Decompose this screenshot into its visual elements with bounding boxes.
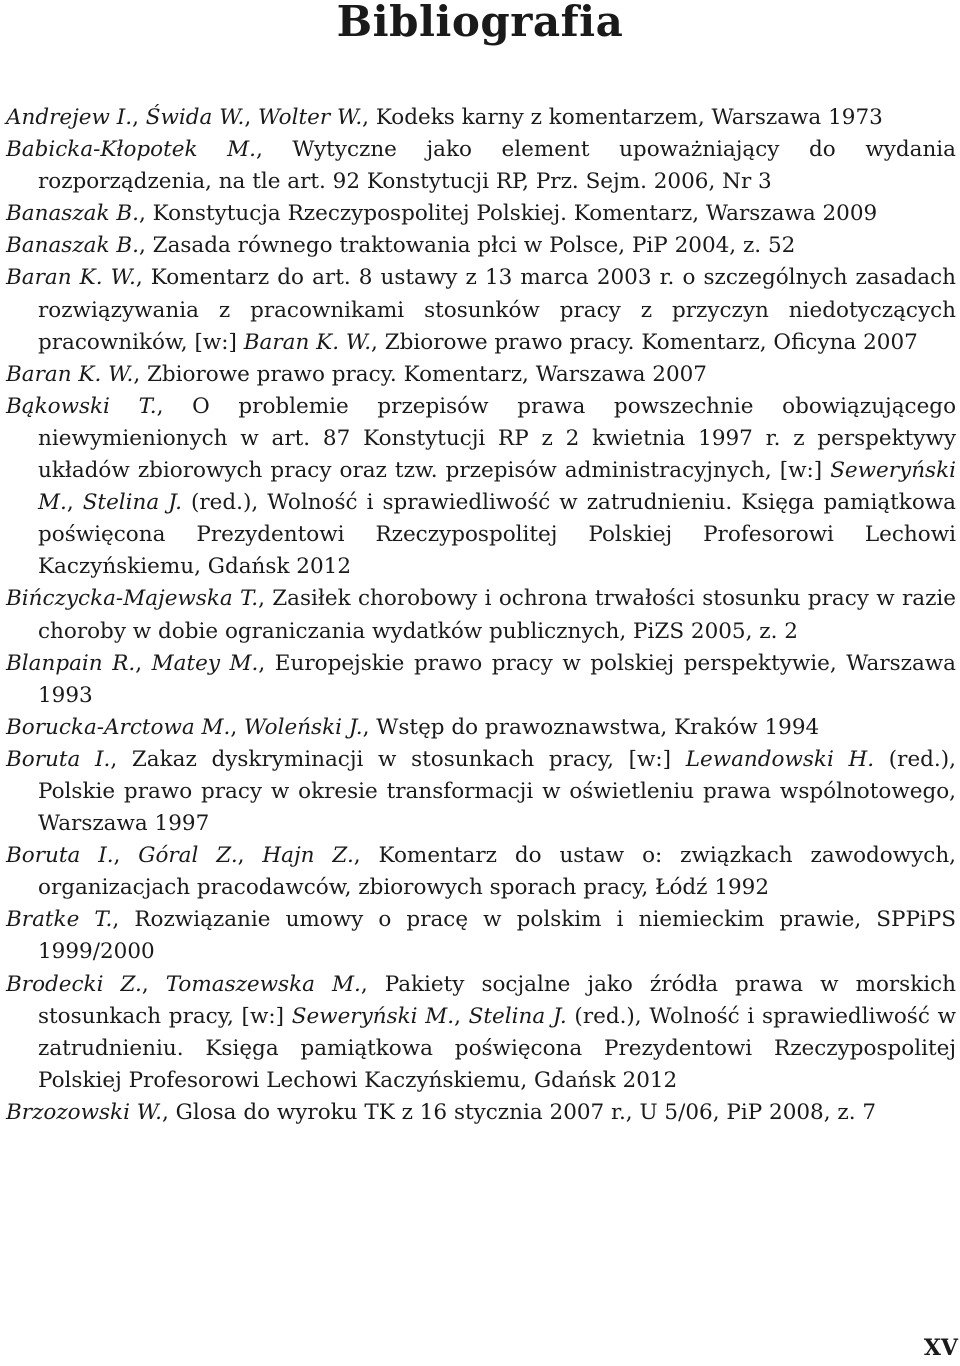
entry-text: , O problemie przepisów prawa powszechnie obowiązującego niewymienionych w art. 87 Konstytucji RP z 2 kwietnia 1997 r. z perspektywy układów zbiorowych pracy oraz tzw. przepisów administracyjnych, [w:] bbox=[38, 393, 957, 484]
author-name: Matey M. bbox=[151, 650, 259, 676]
author-name: Seweryński M. bbox=[38, 458, 956, 516]
entry-text: , Zasada równego traktowania płci w Polsce, PiP 2004, z. 52 bbox=[138, 233, 796, 259]
bibliography-entry bbox=[6, 230, 956, 262]
entry-text: (red.), Wolność i sprawiedliwość w zatrudnieniu. Księga pamiątkowa poświęcona Prezydentowi Rzeczypospolitej Polskiej Profesorowi Lechowi Kaczyńskiemu, Gdańsk 2012 bbox=[38, 490, 956, 580]
entry-text: , Konstytucja Rzeczypospolitej Polskiej. Komentarz, Warszawa 2009 bbox=[138, 201, 878, 227]
bibliography-entry bbox=[6, 648, 956, 712]
bibliography-entry bbox=[6, 102, 956, 134]
author-name: Andrejew I. bbox=[6, 105, 133, 130]
author-name: Boruta I. bbox=[6, 843, 114, 869]
bibliography-entry bbox=[6, 391, 956, 584]
author-name: Boruta I. bbox=[6, 746, 111, 772]
entry-text: , Europejskie prawo pracy w polskiej perspektywie, Warszawa 1993 bbox=[38, 650, 956, 708]
entry-text: , Zakaz dyskryminacji w stosunkach pracy, [w:] bbox=[110, 746, 686, 772]
entry-text: , Zasiłek chorobowy i ochrona trwałości stosunku pracy w razie choroby w dobie ograniczania wydatków publicznych, PiZS 2005, z. 2 bbox=[38, 586, 956, 644]
author-name: Blanpain R. bbox=[6, 650, 136, 676]
author-name: Borucka-Arctowa M. bbox=[6, 714, 231, 740]
author-name: Baran K. W. bbox=[6, 265, 136, 291]
bibliography-entry bbox=[6, 840, 956, 904]
bibliography-list bbox=[6, 102, 956, 1129]
author-name: Wolter W. bbox=[258, 105, 363, 130]
entry-text: , Zbiorowe prawo pracy. Komentarz, Oficyna 2007 bbox=[371, 329, 918, 355]
entry-text: , bbox=[113, 843, 139, 869]
author-name: Brzozowski W. bbox=[6, 1099, 162, 1125]
bibliography-entry bbox=[6, 583, 956, 647]
author-name: Brodecki Z. bbox=[6, 971, 142, 997]
author-name: Stelina J. bbox=[468, 1003, 567, 1029]
entry-text: , bbox=[454, 1003, 469, 1029]
entry-text: (red.), Wolność i sprawiedliwość w zatrudnieniu. Księga pamiątkowa poświęcona Prezydentowi Rzeczypospolitej Polskiej Profesorowi Lechowi Kaczyńskiemu, Gdańsk 2012 bbox=[38, 1003, 956, 1093]
entry-text: , bbox=[66, 490, 83, 516]
bibliography-entry bbox=[6, 134, 956, 198]
author-name: Banaszak B. bbox=[6, 201, 139, 227]
author-name: Banaszak B. bbox=[6, 233, 139, 259]
author-name: Babicka-Kłopotek M. bbox=[6, 137, 256, 163]
author-name: Tomaszewska M. bbox=[165, 971, 361, 997]
author-name: Hajn Z. bbox=[262, 843, 354, 869]
entry-text: (red.), Polskie prawo pracy w okresie transformacji w oświetleniu prawa wspólnotowego, Warszawa 1997 bbox=[38, 746, 956, 837]
entry-text: , Komentarz do art. 8 ustawy z 13 marca 2003 r. o szczególnych zasadach rozwiązywania z pracownikami stosunków pracy z przyczyn niedotyczących pracowników, [w:] bbox=[38, 265, 956, 355]
author-name: Baran K. W. bbox=[243, 329, 372, 355]
author-name: Świda W. bbox=[145, 105, 245, 130]
bibliography-entry bbox=[6, 262, 956, 358]
entry-text: , bbox=[237, 843, 263, 869]
entry-text: , bbox=[230, 714, 245, 740]
entry-text: , Pakiety socjalne jako źródła prawa w morskich stosunkach pracy, [w:] bbox=[38, 971, 957, 1029]
entry-text: , Komentarz do ustaw o: związkach zawodowych, organizacjach pracodawców, zbiorowych sporach pracy, Łódź 1992 bbox=[38, 843, 957, 901]
bibliography-entry bbox=[6, 969, 956, 1097]
entry-text: , Glosa do wyroku TK z 16 stycznia 2007 r., U 5/06, PiP 2008, z. 7 bbox=[161, 1099, 877, 1125]
author-name: Lewandowski H. bbox=[685, 746, 875, 772]
entry-text: , bbox=[132, 105, 146, 130]
bibliography-entry bbox=[6, 904, 956, 968]
bibliography-entry bbox=[6, 744, 956, 840]
author-name: Seweryński M. bbox=[291, 1003, 455, 1029]
entry-text: , bbox=[135, 650, 152, 676]
bibliography-entry bbox=[6, 198, 956, 230]
author-name: Woleński J. bbox=[244, 714, 363, 740]
entry-text: , Wytyczne jako element upoważniający do wydania rozporządzenia, na tle art. 92 Konstytucji RP, Prz. Sejm. 2006, Nr 3 bbox=[38, 137, 956, 195]
entry-text: , Zbiorowe prawo pracy. Komentarz, Warszawa 2007 bbox=[133, 361, 707, 387]
entry-text: , Wstęp do prawoznawstwa, Kraków 1994 bbox=[362, 714, 820, 740]
author-name: Stelina J. bbox=[82, 490, 183, 516]
bibliography-entry bbox=[6, 1097, 956, 1129]
entry-text: , bbox=[244, 105, 259, 130]
page-title: Bibliografia bbox=[336, 0, 624, 46]
page-number: XV bbox=[923, 1335, 958, 1361]
author-name: Góral Z. bbox=[138, 843, 238, 869]
author-name: Bąkowski T. bbox=[6, 393, 157, 419]
author-name: Bratke T. bbox=[6, 907, 113, 933]
entry-text: , Rozwiązanie umowy o pracę w polskim i niemieckim prawie, SPPiPS 1999/2000 bbox=[38, 907, 956, 965]
entry-text: , Kodeks karny z komentarzem, Warszawa 1973 bbox=[362, 105, 883, 130]
bibliography-entry bbox=[6, 359, 956, 391]
entry-text: , bbox=[141, 971, 166, 997]
author-name: Bińczycka-Majewska T. bbox=[6, 586, 259, 612]
author-name: Baran K. W. bbox=[6, 361, 134, 387]
bibliography-entry bbox=[6, 712, 956, 744]
